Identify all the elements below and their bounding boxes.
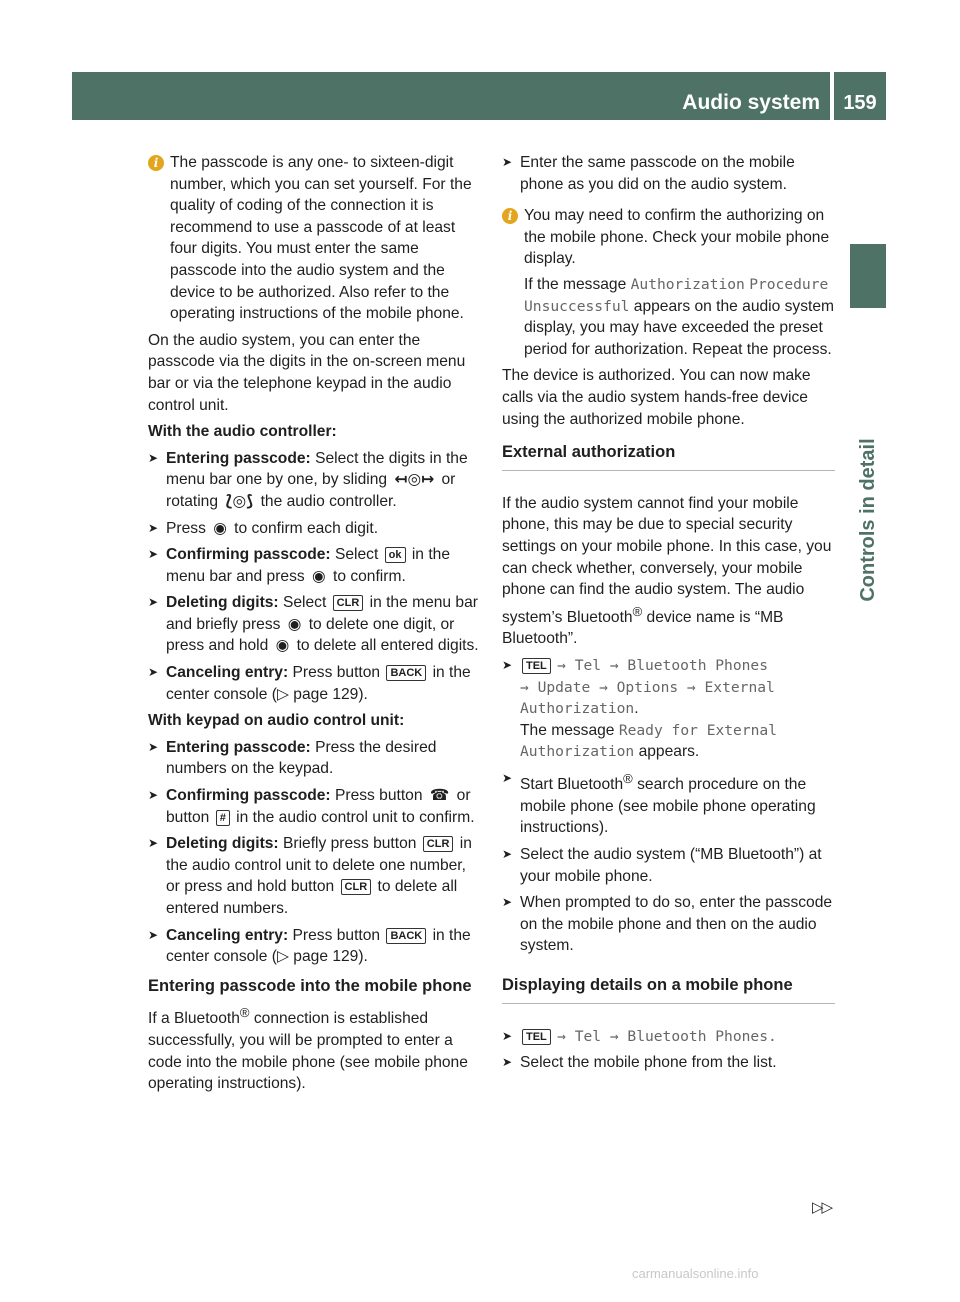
registered-mark: ® [623, 771, 633, 787]
step-arrow-icon: ➤ [148, 450, 159, 465]
info-note: i The passcode is any one- to sixteen-digit number, which you can set yourself. For the quality of coding of the connection it is recommend to use a passcode of at least four digits. You must enter the same passcode into the audio system and the device to be authorized. Also refer to the operating instructions of the mobile phone. [148, 152, 484, 325]
step-arrow-icon: ➤ [148, 739, 159, 754]
step-arrow-icon: ➤ [502, 771, 513, 786]
step-arrow-icon: ➤ [148, 927, 159, 942]
press-controller-icon: ◉ [275, 637, 290, 655]
hash-key-icon: # [216, 810, 230, 826]
step-arrow-icon: ➤ [148, 788, 159, 803]
step-item: ➤ When prompted to do so, enter the passcode on the mobile phone and then on the audio system. [502, 894, 833, 955]
step-arrow-icon: ➤ [502, 1028, 513, 1043]
continue-marker-icon: ▷▷ [812, 1199, 832, 1216]
step-item: ➤ Confirming passcode: Select ok in the menu bar and press ◉ to confirm. [148, 544, 484, 587]
left-column [148, 152, 484, 1100]
step-arrow-icon: ➤ [148, 665, 159, 680]
step-arrow-icon: ➤ [502, 847, 513, 861]
info-note: i You may need to confirm the authorizing on the mobile phone. Check your mobile phone display. If the message Authorization Procedure Unsuccessful appears on the audio system display, you may have exceeded the preset period for authorization. Repeat the process. [502, 205, 835, 360]
tel-key-icon: TEL [522, 1029, 551, 1045]
step-arrow-icon: ➤ [502, 1055, 513, 1070]
step-item: ➤ Deleting digits: Select CLR in the menu bar and briefly press ◉ to delete one digit, or press and hold ◉ to delete all entered digits. [148, 592, 484, 657]
step-arrow-icon: ➤ [502, 155, 513, 169]
info-icon: i [502, 208, 518, 224]
press-controller-icon: ◉ [213, 519, 227, 537]
registered-mark: ® [632, 603, 643, 619]
tel-key-icon: TEL [522, 658, 551, 674]
paragraph: The device is authorized. You can now make calls via the audio system hands-free device using the authorized mobile phone. [502, 367, 811, 428]
step-arrow-icon: ➤ [502, 658, 513, 673]
step-arrow-icon: ➤ [148, 547, 159, 562]
subheading-audio-controller: With the audio controller: [148, 423, 337, 441]
rotate-controller-icon: ⟅◎⟆ [225, 492, 254, 510]
step-item: ➤ TEL → Tel → Bluetooth Phones. [502, 1026, 835, 1048]
paragraph: On the audio system, you can enter the passcode via the digits in the on-screen menu bar or via the telephone keypad in the audio control unit. [148, 331, 466, 414]
step-item: ➤ Select the audio system (“MB Bluetooth”) at your mobile phone. [502, 846, 822, 885]
page-number: 159 [834, 72, 886, 120]
step-arrow-icon: ➤ [148, 836, 159, 851]
step-item: ➤ Canceling entry: Press button BACK in the center console (▷ page 129). [148, 926, 471, 966]
clr-key-icon: CLR [341, 879, 372, 895]
step-item: ➤ Start Bluetooth® search procedure on the mobile phone (see mobile phone operating instructions). [502, 768, 835, 839]
chapter-label: Controls in detail [857, 438, 879, 602]
page-header-title: Audio system [682, 91, 820, 114]
paragraph: If the audio system cannot find your mobile phone, this may be due to special security settings on your mobile phone. In this case, you can check whether, conversely, your mobile phone can find the audio system. The audio system’s Bluetooth® device name is “MB Bluetooth”. [502, 494, 832, 648]
clr-key-icon: CLR [333, 595, 364, 611]
step-arrow-icon: ➤ [148, 520, 159, 535]
step-arrow-icon: ➤ [148, 595, 159, 610]
press-controller-icon: ◉ [312, 567, 326, 585]
section-heading-mobile-details: Displaying details on a mobile phone [502, 975, 835, 1004]
clr-key-icon: CLR [423, 836, 454, 852]
section-heading-mobile-passcode: Entering passcode into the mobile phone [148, 976, 472, 995]
step-item: ➤ Confirming passcode: Press button ☎ or button # in the audio control unit to confirm. [148, 787, 475, 826]
press-controller-icon: ◉ [287, 615, 302, 633]
phone-button-icon: ☎ [429, 787, 450, 805]
step-item: ➤ Press ◉ to confirm each digit. [148, 518, 484, 540]
info-icon: i [148, 155, 164, 171]
step-item: ➤ Deleting digits: Briefly press button CLR in the audio control unit to delete one number, or press and hold button CLR to delete all entered numbers. [148, 835, 472, 917]
step-item: ➤ Entering passcode: Select the digits in the menu bar one by one, by sliding ↤◎↦ or rotating ⟅◎⟆ the audio controller. [148, 448, 484, 513]
page-ref-triangle-icon: ▷ [276, 685, 289, 703]
page-ref-triangle-icon: ▷ [276, 948, 289, 966]
paragraph: If a Bluetooth® connection is established successfully, you will be prompted to enter a code into the mobile phone (see mobile phone operating instructions). [148, 1005, 468, 1093]
registered-mark: ® [239, 1005, 250, 1021]
back-key-icon: BACK [386, 928, 426, 944]
chapter-side-tab [850, 244, 886, 308]
step-item: ➤ Entering passcode: Press the desired numbers on the keypad. [148, 738, 437, 778]
section-heading-external-authorization: External authorization [502, 442, 835, 471]
step-item: ➤ TEL → Tel → Bluetooth Phones → Update → Options → External Authorization. The message Ready for External Authorization appears. [502, 657, 777, 761]
subheading-keypad: With keypad on audio control unit: [148, 712, 405, 730]
step-item: ➤ Select the mobile phone from the list. [502, 1052, 835, 1074]
step-item: ➤ Enter the same passcode on the mobile phone as you did on the audio system. [502, 154, 795, 193]
slide-controller-icon: ↤◎↦ [394, 471, 435, 489]
watermark-text: carmanualsonline.info [632, 1266, 759, 1281]
back-key-icon: BACK [386, 665, 426, 681]
right-column [502, 152, 835, 1079]
step-item: ➤ Canceling entry: Press button BACK in the center console (▷ page 129). [148, 664, 471, 703]
ok-key-icon: ok [385, 547, 406, 563]
step-arrow-icon: ➤ [502, 895, 513, 910]
